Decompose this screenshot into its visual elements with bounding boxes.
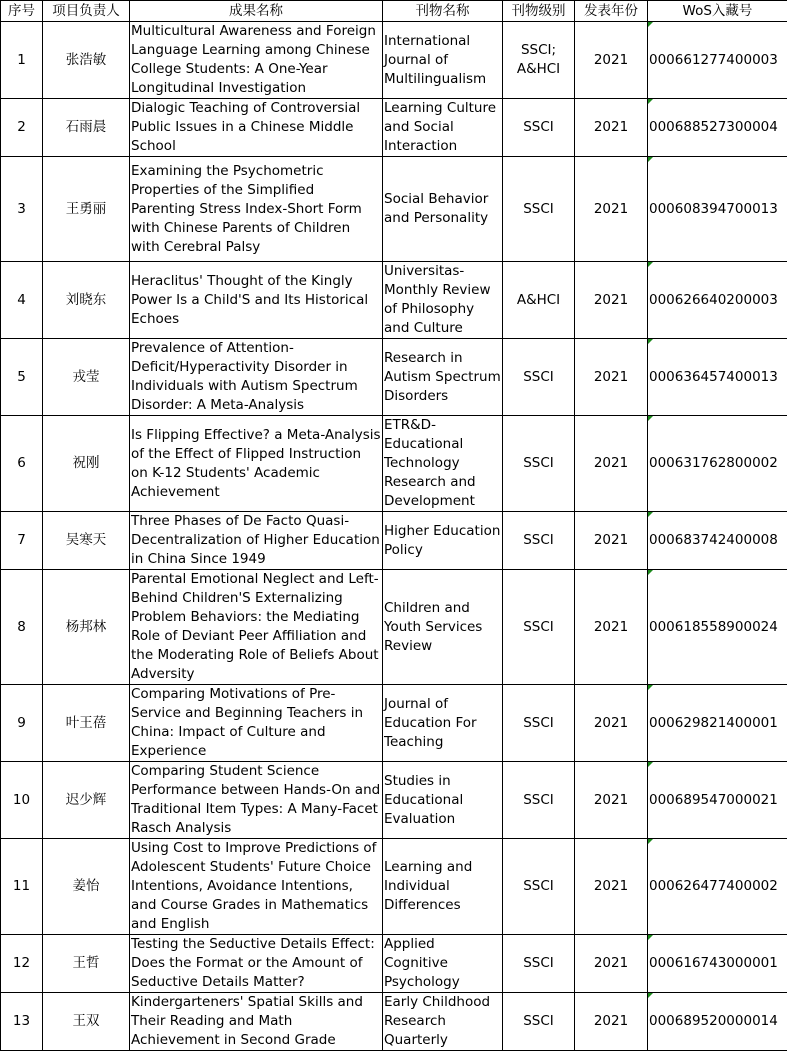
- cell-title[interactable]: Using Cost to Improve Predictions of Adolescent Students' Future Choice Intentions, Avoidance Intentions, and Course Grades in Mathematics and English: [130, 839, 383, 935]
- table-row: [1, 22, 787, 99]
- cell-title[interactable]: Three Phases of De Facto Quasi-Decentralization of Higher Education in China Since 1949: [130, 512, 383, 570]
- cell-level[interactable]: SSCI: [503, 993, 575, 1051]
- cell-title[interactable]: Parental Emotional Neglect and Left-Behind Children'S Externalizing Problem Behaviors: the Mediating Role of Deviant Peer Affiliation and the Moderating Role of Beliefs About Adversity: [130, 570, 383, 685]
- cell-level[interactable]: SSCI: [503, 99, 575, 157]
- cell-journal[interactable]: International Journal of Multilingualism: [383, 22, 503, 99]
- cell-leader[interactable]: 王哲: [43, 935, 130, 993]
- cell-title[interactable]: Heraclitus' Thought of the Kingly Power Is a Child'S and Its Historical Echoes: [130, 262, 383, 339]
- cell-wos[interactable]: 000616743000001: [648, 935, 787, 993]
- cell-no[interactable]: 1: [1, 22, 43, 99]
- cell-wos[interactable]: 000661277400003: [648, 22, 787, 99]
- cell-level[interactable]: SSCI: [503, 157, 575, 262]
- cell-year[interactable]: 2021: [575, 512, 648, 570]
- cell-no[interactable]: 10: [1, 762, 43, 839]
- table-row: [1, 685, 787, 762]
- cell-wos[interactable]: 000636457400013: [648, 339, 787, 416]
- cell-journal[interactable]: Social Behavior and Personality: [383, 157, 503, 262]
- cell-leader[interactable]: 王勇丽: [43, 157, 130, 262]
- header-cell-year[interactable]: 发表年份: [575, 1, 648, 22]
- cell-level[interactable]: SSCI: [503, 339, 575, 416]
- cell-journal[interactable]: Learning and Individual Differences: [383, 839, 503, 935]
- header-cell-title[interactable]: 成果名称: [130, 1, 383, 22]
- cell-leader[interactable]: 吴寒天: [43, 512, 130, 570]
- cell-no[interactable]: 8: [1, 570, 43, 685]
- cell-no[interactable]: 9: [1, 685, 43, 762]
- cell-journal[interactable]: ETR&D-Educational Technology Research and Development: [383, 416, 503, 512]
- table-row: [1, 935, 787, 993]
- cell-level[interactable]: SSCI: [503, 416, 575, 512]
- cell-title[interactable]: Comparing Student Science Performance between Hands-On and Traditional Item Types: A Many-Facet Rasch Analysis: [130, 762, 383, 839]
- cell-wos[interactable]: 000608394700013: [648, 157, 787, 262]
- cell-no[interactable]: 2: [1, 99, 43, 157]
- cell-title[interactable]: Kindergarteners' Spatial Skills and Their Reading and Math Achievement in Second Grade: [130, 993, 383, 1051]
- cell-journal[interactable]: Research in Autism Spectrum Disorders: [383, 339, 503, 416]
- cell-leader[interactable]: 戎莹: [43, 339, 130, 416]
- cell-no[interactable]: 13: [1, 993, 43, 1051]
- cell-year[interactable]: 2021: [575, 993, 648, 1051]
- header-row: [1, 1, 787, 22]
- cell-wos[interactable]: 000618558900024: [648, 570, 787, 685]
- cell-wos[interactable]: 000626477400002: [648, 839, 787, 935]
- cell-level[interactable]: SSCI: [503, 839, 575, 935]
- cell-journal[interactable]: Higher Education Policy: [383, 512, 503, 570]
- cell-year[interactable]: 2021: [575, 935, 648, 993]
- cell-leader[interactable]: 迟少辉: [43, 762, 130, 839]
- cell-level[interactable]: SSCI: [503, 762, 575, 839]
- cell-no[interactable]: 7: [1, 512, 43, 570]
- cell-wos[interactable]: 000688527300004: [648, 99, 787, 157]
- cell-wos[interactable]: 000689547000021: [648, 762, 787, 839]
- cell-journal[interactable]: Early Childhood Research Quarterly: [383, 993, 503, 1051]
- cell-leader[interactable]: 王双: [43, 993, 130, 1051]
- cell-wos[interactable]: 000689520000014: [648, 993, 787, 1051]
- cell-journal[interactable]: Universitas-Monthly Review of Philosophy and Culture: [383, 262, 503, 339]
- cell-level[interactable]: SSCI: [503, 935, 575, 993]
- cell-year[interactable]: 2021: [575, 839, 648, 935]
- cell-journal[interactable]: Learning Culture and Social Interaction: [383, 99, 503, 157]
- table-row: [1, 512, 787, 570]
- cell-no[interactable]: 12: [1, 935, 43, 993]
- table-row: [1, 262, 787, 339]
- table-row: [1, 416, 787, 512]
- cell-no[interactable]: 11: [1, 839, 43, 935]
- cell-year[interactable]: 2021: [575, 339, 648, 416]
- cell-year[interactable]: 2021: [575, 416, 648, 512]
- cell-leader[interactable]: 张浩敏: [43, 22, 130, 99]
- cell-journal[interactable]: Journal of Education For Teaching: [383, 685, 503, 762]
- cell-year[interactable]: 2021: [575, 762, 648, 839]
- table-row: [1, 570, 787, 685]
- cell-journal[interactable]: Studies in Educational Evaluation: [383, 762, 503, 839]
- cell-title[interactable]: Is Flipping Effective? a Meta-Analysis of the Effect of Flipped Instruction on K-12 Students' Academic Achievement: [130, 416, 383, 512]
- table-row: [1, 157, 787, 262]
- cell-level[interactable]: A&HCI: [503, 262, 575, 339]
- cell-no[interactable]: 5: [1, 339, 43, 416]
- cell-title[interactable]: Testing the Seductive Details Effect: Does the Format or the Amount of Seductive Details Matter?: [130, 935, 383, 993]
- cell-wos[interactable]: 000626640200003: [648, 262, 787, 339]
- header-cell-journal[interactable]: 刊物名称: [383, 1, 503, 22]
- table-row: [1, 339, 787, 416]
- cell-level[interactable]: SSCI: [503, 512, 575, 570]
- table-row: [1, 99, 787, 157]
- cell-wos[interactable]: 000683742400008: [648, 512, 787, 570]
- cell-wos[interactable]: 000629821400001: [648, 685, 787, 762]
- cell-level[interactable]: SSCI: [503, 685, 575, 762]
- cell-year[interactable]: 2021: [575, 22, 648, 99]
- table-row: [1, 839, 787, 935]
- cell-leader[interactable]: 祝刚: [43, 416, 130, 512]
- cell-year[interactable]: 2021: [575, 570, 648, 685]
- cell-journal[interactable]: Applied Cognitive Psychology: [383, 935, 503, 993]
- cell-title[interactable]: Comparing Motivations of Pre-Service and Beginning Teachers in China: Impact of Culture and Experience: [130, 685, 383, 762]
- cell-wos[interactable]: 000631762800002: [648, 416, 787, 512]
- cell-leader[interactable]: 石雨晨: [43, 99, 130, 157]
- cell-title[interactable]: Prevalence of Attention-Deficit/Hyperactivity Disorder in Individuals with Autism Spectrum Disorder: A Meta-Analysis: [130, 339, 383, 416]
- header-cell-leader[interactable]: 项目负责人: [43, 1, 130, 22]
- cell-no[interactable]: 6: [1, 416, 43, 512]
- header-cell-wos[interactable]: WoS入藏号: [648, 1, 787, 22]
- cell-title[interactable]: Multicultural Awareness and Foreign Language Learning among Chinese College Students: A One-Year Longitudinal Investigation: [130, 22, 383, 99]
- cell-no[interactable]: 4: [1, 262, 43, 339]
- header-cell-no[interactable]: 序号: [1, 1, 43, 22]
- cell-level[interactable]: SSCI: [503, 570, 575, 685]
- cell-title[interactable]: Examining the Psychometric Properties of the Simplified Parenting Stress Index-Short Form with Chinese Parents of Children with Cerebral Palsy: [130, 157, 383, 262]
- cell-year[interactable]: 2021: [575, 262, 648, 339]
- cell-leader[interactable]: 杨邦林: [43, 570, 130, 685]
- header-cell-level[interactable]: 刊物级别: [503, 1, 575, 22]
- cell-year[interactable]: 2021: [575, 685, 648, 762]
- cell-year[interactable]: 2021: [575, 157, 648, 262]
- cell-leader[interactable]: 姜怡: [43, 839, 130, 935]
- table-row: [1, 762, 787, 839]
- cell-title[interactable]: Dialogic Teaching of Controversial Public Issues in a Chinese Middle School: [130, 99, 383, 157]
- cell-journal[interactable]: Children and Youth Services Review: [383, 570, 503, 685]
- table-row: [1, 993, 787, 1051]
- cell-year[interactable]: 2021: [575, 99, 648, 157]
- cell-leader[interactable]: 刘晓东: [43, 262, 130, 339]
- cell-leader[interactable]: 叶王蓓: [43, 685, 130, 762]
- cell-level[interactable]: SSCI; A&HCI: [503, 22, 575, 99]
- cell-no[interactable]: 3: [1, 157, 43, 262]
